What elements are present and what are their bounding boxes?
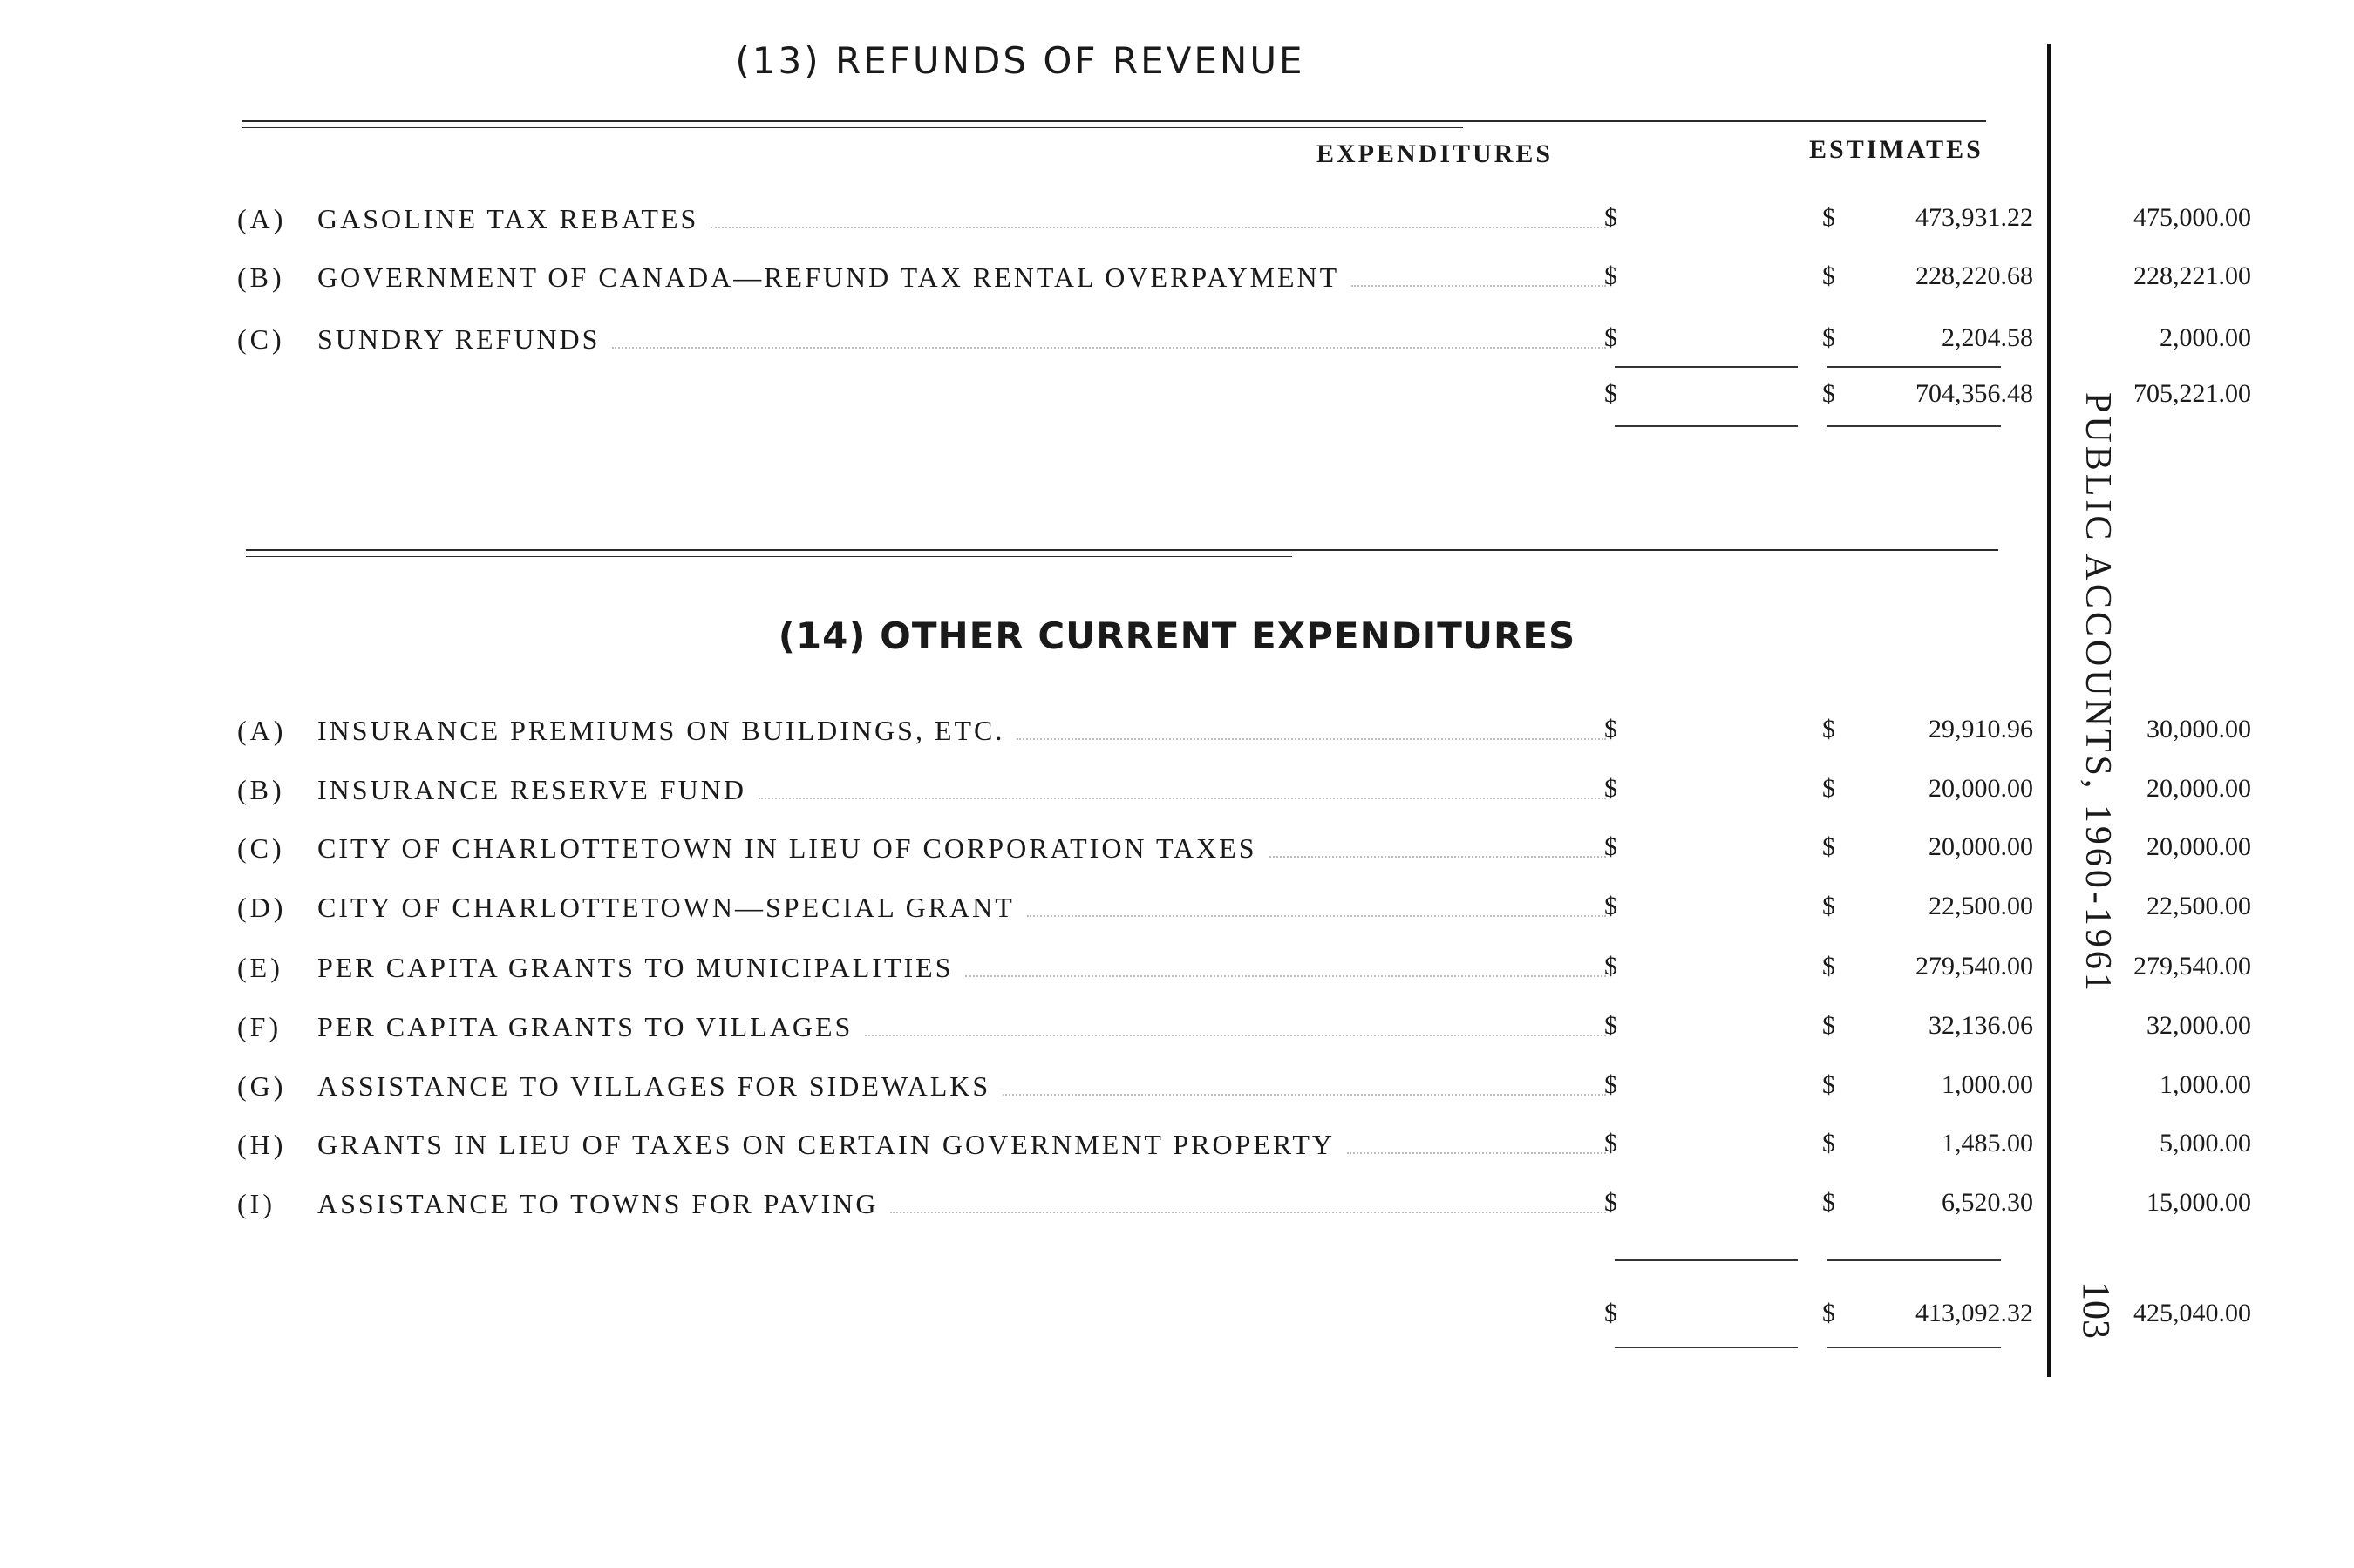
row-letter: (I) <box>237 1188 276 1219</box>
row-letter: (C) <box>237 832 285 864</box>
currency-symbol: $ <box>1822 832 1835 861</box>
table-row <box>237 832 2251 867</box>
expenditure-value: 20,000.00 <box>1929 832 2033 861</box>
table-row <box>237 323 2251 358</box>
currency-symbol: $ <box>1604 832 1617 861</box>
row-description: CITY OF CHARLOTTETOWN IN LIEU OF CORPORATION TAXES <box>317 832 1257 864</box>
currency-symbol: $ <box>1822 892 1835 920</box>
section-13-top-rule <box>242 120 1986 122</box>
expenditure-value: 22,500.00 <box>1929 892 2033 920</box>
section-14-title: (14) OTHER CURRENT EXPENDITURES <box>778 614 1576 657</box>
row-description: ASSISTANCE TO VILLAGES FOR SIDEWALKS <box>317 1070 991 1102</box>
subtotal-rule-estimates <box>1827 366 2001 368</box>
row-description: INSURANCE PREMIUMS ON BUILDINGS, ETC. <box>317 715 1005 746</box>
row-letter: (G) <box>237 1070 287 1102</box>
row-description: GRANTS IN LIEU OF TAXES ON CERTAIN GOVERNMENT PROPERTY <box>317 1129 1335 1160</box>
dot-leader <box>1003 1075 1606 1096</box>
currency-symbol: $ <box>1604 952 1617 981</box>
table-row <box>237 1070 2251 1105</box>
row-description: CITY OF CHARLOTTETOWN—SPECIAL GRANT <box>317 892 1015 923</box>
total-expenditure: 413,092.32 <box>1915 1299 2033 1327</box>
estimate-value: 22,500.00 <box>2146 892 2251 920</box>
section-divider-rule-2 <box>246 556 1292 557</box>
section-13-top-rule-2 <box>242 127 1463 128</box>
expenditure-value: 20,000.00 <box>1929 774 2033 803</box>
currency-symbol: $ <box>1822 952 1835 981</box>
total-rule-expenditures <box>1615 425 1798 427</box>
currency-symbol: $ <box>1604 1188 1617 1217</box>
row-description: GASOLINE TAX REBATES <box>317 203 699 234</box>
row-description: SUNDRY REFUNDS <box>317 323 601 355</box>
currency-symbol: $ <box>1822 1129 1835 1157</box>
estimates-column-header: ESTIMATES <box>1809 135 1983 164</box>
currency-symbol: $ <box>1604 1129 1617 1157</box>
dot-leader <box>1269 837 1607 858</box>
row-description: GOVERNMENT OF CANADA—REFUND TAX RENTAL OVERPAYMENT <box>317 261 1340 293</box>
row-letter: (A) <box>237 715 287 746</box>
subtotal-rule-expenditures <box>1615 366 1798 368</box>
dot-leader <box>612 328 1606 349</box>
total-expenditure: 704,356.48 <box>1915 379 2033 408</box>
table-row <box>237 1129 2251 1164</box>
table-row <box>237 952 2251 987</box>
dot-leader <box>1347 1133 1606 1154</box>
expenditure-value: 32,136.06 <box>1929 1011 2033 1040</box>
table-row <box>237 261 2251 296</box>
dot-leader <box>890 1192 1606 1213</box>
row-letter: (B) <box>237 774 285 805</box>
currency-symbol: $ <box>1604 1011 1617 1040</box>
currency-symbol: $ <box>1604 379 1617 408</box>
row-letter: (C) <box>237 323 285 355</box>
expenditure-value: 2,204.58 <box>1942 323 2033 352</box>
currency-symbol: $ <box>1604 1070 1617 1099</box>
currency-symbol: $ <box>1604 261 1617 290</box>
expenditure-value: 29,910.96 <box>1929 715 2033 743</box>
row-letter: (B) <box>237 261 285 293</box>
subtotal-rule-expenditures <box>1615 1259 1798 1261</box>
expenditure-value: 473,931.22 <box>1915 203 2033 232</box>
row-description: INSURANCE RESERVE FUND <box>317 774 746 805</box>
currency-symbol: $ <box>1822 1299 1835 1327</box>
estimate-value: 15,000.00 <box>2146 1188 2251 1217</box>
total-rule-expenditures <box>1615 1347 1798 1348</box>
section-divider-rule <box>246 549 1998 551</box>
currency-symbol: $ <box>1822 203 1835 232</box>
table-row <box>237 203 2251 238</box>
currency-symbol: $ <box>1822 323 1835 352</box>
table-row <box>237 715 2251 750</box>
currency-symbol: $ <box>1822 1188 1835 1217</box>
section-13-title: (13) REFUNDS OF REVENUE <box>735 39 1305 82</box>
dot-leader <box>1027 896 1606 917</box>
dot-leader <box>865 1015 1606 1036</box>
dot-leader <box>711 207 1606 228</box>
currency-symbol: $ <box>1604 203 1617 232</box>
expenditure-value: 279,540.00 <box>1915 952 2033 981</box>
currency-symbol: $ <box>1822 715 1835 743</box>
currency-symbol: $ <box>1822 261 1835 290</box>
running-title: PUBLIC ACCOUNTS, 1960-1961 <box>2078 392 2118 994</box>
row-letter: (D) <box>237 892 287 923</box>
estimate-value: 30,000.00 <box>2146 715 2251 743</box>
estimate-value: 32,000.00 <box>2146 1011 2251 1040</box>
dot-leader <box>965 956 1606 977</box>
currency-symbol: $ <box>1822 774 1835 803</box>
estimate-value: 279,540.00 <box>2133 952 2251 981</box>
currency-symbol: $ <box>1604 1299 1617 1327</box>
estimate-value: 475,000.00 <box>2133 203 2251 232</box>
row-description: ASSISTANCE TO TOWNS FOR PAVING <box>317 1188 879 1219</box>
estimate-value: 20,000.00 <box>2146 774 2251 803</box>
row-description: PER CAPITA GRANTS TO MUNICIPALITIES <box>317 952 954 983</box>
row-letter: (E) <box>237 952 283 983</box>
currency-symbol: $ <box>1604 774 1617 803</box>
expenditure-value: 228,220.68 <box>1915 261 2033 290</box>
row-letter: (A) <box>237 203 287 234</box>
currency-symbol: $ <box>1822 1070 1835 1099</box>
currency-symbol: $ <box>1604 715 1617 743</box>
currency-symbol: $ <box>1822 1011 1835 1040</box>
total-rule-estimates <box>1827 1347 2001 1348</box>
row-letter: (H) <box>237 1129 287 1160</box>
total-estimate: 705,221.00 <box>2133 379 2251 408</box>
currency-symbol: $ <box>1604 323 1617 352</box>
estimate-value: 2,000.00 <box>2160 323 2251 352</box>
expenditures-column-header: EXPENDITURES <box>1316 139 1554 168</box>
expenditure-value: 1,485.00 <box>1942 1129 2033 1157</box>
estimate-value: 5,000.00 <box>2160 1129 2251 1157</box>
row-letter: (F) <box>237 1011 282 1042</box>
estimate-value: 20,000.00 <box>2146 832 2251 861</box>
expenditure-value: 1,000.00 <box>1942 1070 2033 1099</box>
table-row <box>237 774 2251 809</box>
dot-leader <box>1351 266 1606 287</box>
table-row <box>237 1011 2251 1046</box>
dot-leader <box>1017 719 1606 740</box>
currency-symbol: $ <box>1604 892 1617 920</box>
section-13-total-row <box>237 379 2251 414</box>
page-margin-rule <box>2047 44 2051 1377</box>
estimate-value: 1,000.00 <box>2160 1070 2251 1099</box>
expenditure-value: 6,520.30 <box>1942 1188 2033 1217</box>
total-rule-estimates <box>1827 425 2001 427</box>
page-number: 103 <box>2075 1281 2118 1339</box>
table-row <box>237 892 2251 927</box>
row-description: PER CAPITA GRANTS TO VILLAGES <box>317 1011 854 1042</box>
total-estimate: 425,040.00 <box>2133 1299 2251 1327</box>
dot-leader <box>759 778 1606 799</box>
estimate-value: 228,221.00 <box>2133 261 2251 290</box>
subtotal-rule-estimates <box>1827 1259 2001 1261</box>
currency-symbol: $ <box>1822 379 1835 408</box>
table-row <box>237 1188 2251 1223</box>
